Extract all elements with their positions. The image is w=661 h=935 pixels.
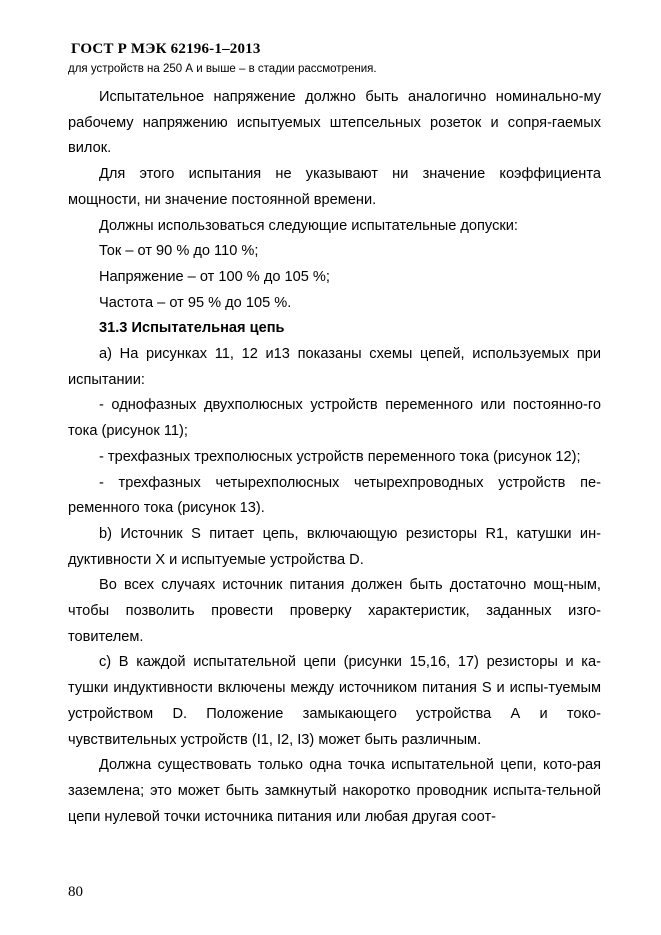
paragraph-power-source: Во всех случаях источник питания должен быть достаточно мощ-ным, чтобы позволить провести проверку характеристик, заданных изго-товителем. (68, 577, 601, 645)
list-item-three-phase-three-pole: - трехфазных трехполюсных устройств переменного тока (рисунок 12); (99, 448, 581, 465)
tolerance-frequency: Частота – от 95 % до 105 %. (99, 294, 292, 311)
header-continuation-line: для устройств на 250 А и выше – в стадии рассмотрения. (68, 63, 377, 75)
paragraph-test-voltage: Испытательное напряжение должно быть аналогично номинально-му рабочему напряжению испытуемых штепсельных розеток и сопря-гаемых вилок. (68, 89, 601, 157)
paragraph-item-c: с) В каждой испытательной цепи (рисунки 15,16, 17) резисторы и ка-тушки индуктивности включены между источником питания S и испы-туемым устройством D. Положение замыкающего устройства А и токо-чувствительных устройств (I1, I2, I3) может быть различным. (68, 654, 601, 748)
document-body (68, 85, 601, 830)
list-item-single-phase: - однофазных двухполюсных устройств переменного или постоянно-го тока (рисунок 11); (68, 397, 601, 440)
section-heading-31-3: 31.3 Испытательная цепь (99, 320, 285, 337)
page-number: 80 (68, 884, 83, 900)
paragraph-tolerances-intro: Должны использоваться следующие испытательные допуски: (99, 217, 518, 234)
tolerance-voltage: Напряжение – от 100 % до 105 %; (99, 268, 330, 285)
paragraph-power-factor: Для этого испытания не указывают ни значение коэффициента мощности, ни значение постоянной времени. (68, 166, 601, 208)
tolerance-current: Ток – от 90 % до 110 %; (99, 243, 259, 260)
paragraph-item-a: а) На рисунках 11, 12 и13 показаны схемы цепей, используемых при испытании: (68, 346, 601, 388)
paragraph-grounding: Должна существовать только одна точка испытательной цепи, кото-рая заземлена; это может быть замкнутый накоротко проводник испыта-тельной цепи нулевой точки источника питания или любая другая соот- (68, 757, 601, 825)
paragraph-item-b: b) Источник S питает цепь, включающую резисторы R1, катушки ин-дуктивности X и испытуемые устройства D. (68, 525, 601, 568)
document-header: ГОСТ Р МЭК 62196-1–2013 (71, 41, 261, 57)
list-item-three-phase-four-pole: - трехфазных четырехполюсных четырехпроводных устройств пе-ременного тока (рисунок 13). (68, 474, 601, 517)
